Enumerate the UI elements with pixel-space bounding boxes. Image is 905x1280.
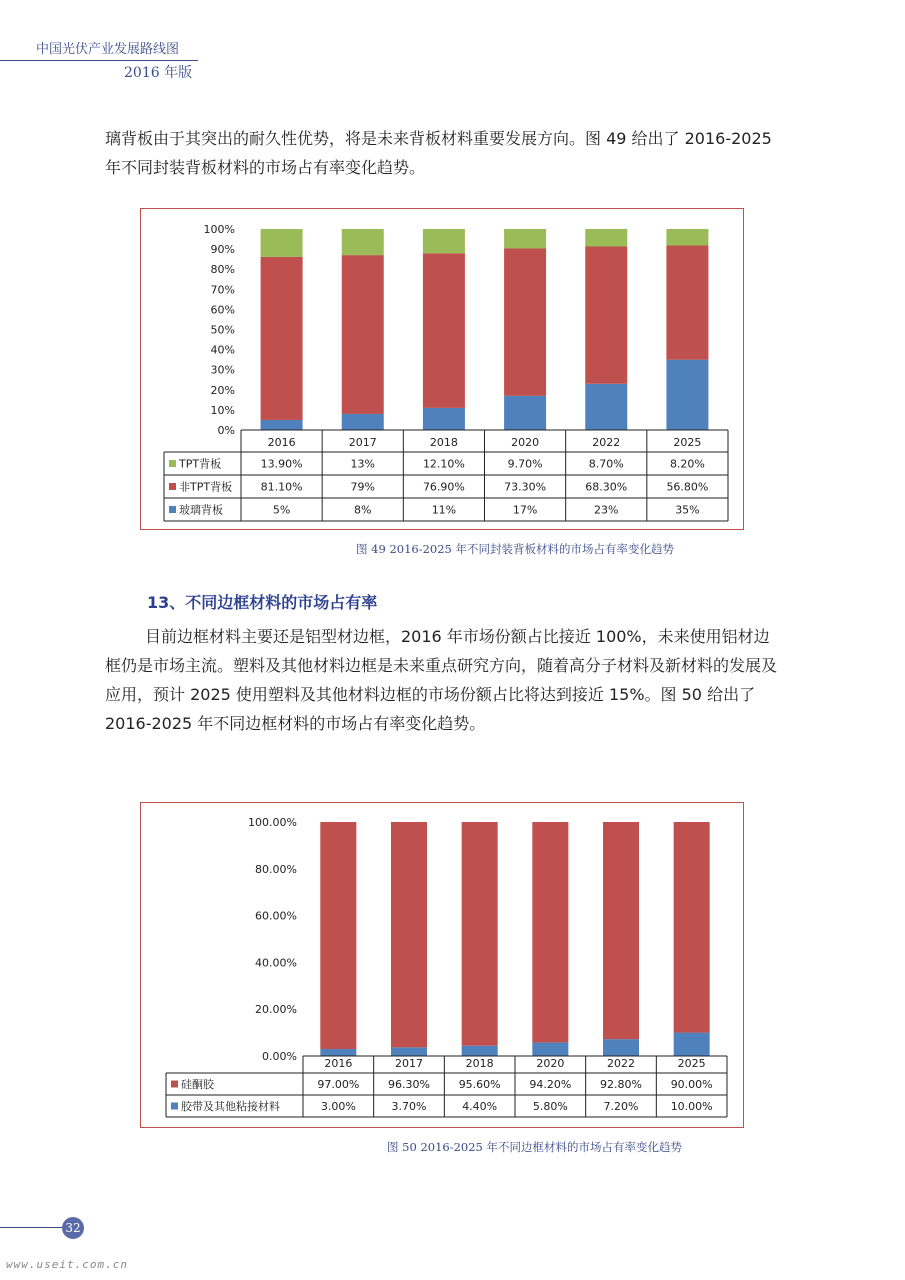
header-rule	[0, 60, 198, 61]
data-table-value: 13%	[350, 457, 375, 471]
data-table-value: 56.80%	[666, 480, 709, 494]
legend-series-label: 硅酮胶	[181, 1078, 214, 1091]
data-table-value: 3.00%	[320, 1100, 356, 1113]
x-category-label: 2025	[673, 436, 702, 449]
bar-segment	[261, 257, 303, 420]
bar-segment	[423, 408, 465, 430]
data-table-value: 8.70%	[588, 457, 624, 471]
bar-segment	[423, 253, 465, 408]
running-header-edition: 2016 年版	[124, 65, 193, 81]
bar-segment	[532, 822, 568, 1042]
y-tick-label: 60.00%	[255, 909, 297, 923]
x-category-label: 2020	[536, 1057, 565, 1070]
y-tick-label: 10%	[210, 403, 235, 417]
chart-50-svg	[141, 803, 743, 1127]
data-table-value: 73.30%	[504, 480, 547, 494]
bar-segment	[603, 822, 639, 1039]
data-table-value: 35%	[675, 503, 700, 517]
legend-series-label: 非TPT背板	[179, 480, 233, 494]
bar-segment	[320, 822, 356, 1049]
data-table-value: 13.90%	[260, 457, 303, 471]
page-number: 32	[62, 1217, 84, 1239]
x-category-label: 2017	[348, 436, 377, 449]
data-table-value: 76.90%	[422, 480, 465, 494]
bar-segment	[423, 229, 465, 253]
y-tick-label: 70%	[210, 283, 235, 297]
legend-key	[169, 506, 176, 513]
bar-segment	[342, 255, 384, 414]
bar-segment	[674, 822, 710, 1033]
data-table-value: 68.30%	[585, 480, 628, 494]
legend-key	[169, 460, 176, 467]
bar-segment	[342, 229, 384, 255]
bar-segment	[532, 1042, 568, 1056]
x-category-label: 2025	[677, 1057, 706, 1070]
data-table-value: 92.80%	[600, 1078, 642, 1091]
y-tick-label: 90%	[210, 243, 235, 257]
bar-segment	[504, 229, 546, 248]
data-table-value: 90.00%	[670, 1078, 713, 1091]
bar-segment	[261, 229, 303, 257]
bar-segment	[391, 1047, 427, 1056]
bar-segment	[585, 246, 627, 383]
data-table-value: 8%	[354, 503, 372, 517]
data-table-value: 17%	[512, 503, 538, 517]
figure-50-chart	[140, 802, 744, 1128]
running-header-title: 中国光伏产业发展路线图	[36, 42, 180, 57]
bar-segment	[585, 229, 627, 246]
data-table-value: 79%	[350, 480, 375, 494]
y-tick-label: 100.00%	[248, 816, 297, 829]
legend-key	[171, 1103, 178, 1110]
legend-series-label: TPT背板	[179, 457, 222, 471]
bar-segment	[674, 1033, 710, 1056]
data-table-value: 5%	[272, 503, 291, 517]
y-tick-label: 50%	[210, 323, 235, 337]
section-heading: 13、不同边框材料的市场占有率	[147, 593, 378, 612]
data-table-value: 3.70%	[391, 1100, 427, 1113]
data-table-value: 10.00%	[670, 1100, 713, 1113]
legend-series-label: 玻璃背板	[179, 503, 223, 517]
y-tick-label: 30%	[210, 363, 235, 377]
figure-49-caption: 图 49 2016-2025 年不同封装背板材料的市场占有率变化趋势	[356, 542, 675, 556]
data-table-value: 4.40%	[462, 1100, 498, 1113]
figure-50-caption: 图 50 2016-2025 年不同边框材料的市场占有率变化趋势	[387, 1140, 683, 1154]
bar-segment	[504, 396, 546, 430]
data-table-value: 12.10%	[422, 457, 465, 471]
y-tick-label: 80%	[210, 263, 235, 277]
data-table-value: 97.00%	[317, 1078, 360, 1091]
body-paragraph-2: 目前边框材料主要还是铝型材边框，2016 年市场份额占比接近 100%，未来使用铝材边框仍是市场主流。塑料及其他材料边框是未来重点研究方向，随着高分子材料及新材料的发展及应用，预计 2025 使用塑料及其他材料边框的市场份额占比将达到接近 15%。图 50 给出了 2016-2025 年不同边框材料的市场占有率变化趋势。	[105, 627, 778, 733]
data-table-value: 5.80%	[532, 1100, 568, 1113]
bar-segment	[462, 1046, 498, 1056]
y-tick-label: 20.00%	[255, 1003, 297, 1017]
data-table-value: 23%	[594, 503, 619, 517]
y-tick-label: 20%	[210, 383, 235, 397]
bar-segment	[504, 248, 546, 395]
chart-49-svg	[141, 209, 743, 529]
x-category-label: 2017	[395, 1057, 423, 1070]
x-category-label: 2022	[592, 436, 621, 449]
data-table-value: 7.20%	[603, 1100, 639, 1113]
legend-key	[171, 1081, 178, 1088]
bar-segment	[603, 1039, 639, 1056]
bar-segment	[666, 229, 708, 245]
x-category-label: 2016	[324, 1057, 353, 1070]
x-category-label: 2022	[607, 1057, 635, 1070]
bar-segment	[462, 822, 498, 1046]
x-category-label: 2018	[429, 436, 458, 449]
bar-segment	[261, 420, 303, 430]
footer-rule	[0, 1227, 62, 1228]
legend-key	[169, 483, 176, 490]
bar-segment	[391, 822, 427, 1047]
bar-segment	[585, 384, 627, 430]
bar-segment	[666, 245, 708, 359]
y-tick-label: 0.00%	[262, 1050, 297, 1063]
legend-series-label: 胶带及其他粘接材料	[181, 1100, 280, 1113]
y-tick-label: 80.00%	[255, 862, 297, 876]
y-tick-label: 100%	[203, 223, 235, 236]
data-table-value: 8.20%	[669, 457, 705, 471]
x-category-label: 2018	[465, 1057, 494, 1070]
bar-segment	[320, 1049, 356, 1056]
data-table-value: 81.10%	[260, 480, 303, 494]
y-tick-label: 0%	[217, 424, 235, 437]
y-tick-label: 60%	[210, 303, 235, 317]
y-tick-label: 40%	[210, 343, 235, 357]
data-table-value: 96.30%	[388, 1078, 430, 1091]
body-paragraph-1: 璃背板由于其突出的耐久性优势，将是未来背板材料重要发展方向。图 49 给出了 2016-2025 年不同封装背板材料的市场占有率变化趋势。	[105, 129, 772, 177]
x-category-label: 2020	[511, 436, 540, 449]
figure-49-chart	[140, 208, 744, 530]
data-table-value: 11%	[431, 503, 457, 517]
x-category-label: 2016	[267, 436, 296, 449]
data-table-value: 9.70%	[507, 457, 543, 471]
data-table-value: 95.60%	[458, 1078, 501, 1091]
y-tick-label: 40.00%	[255, 956, 297, 970]
watermark: www.useit.com.cn	[6, 1258, 128, 1271]
bar-segment	[666, 360, 708, 430]
data-table-value: 94.20%	[529, 1078, 572, 1091]
bar-segment	[342, 414, 384, 430]
